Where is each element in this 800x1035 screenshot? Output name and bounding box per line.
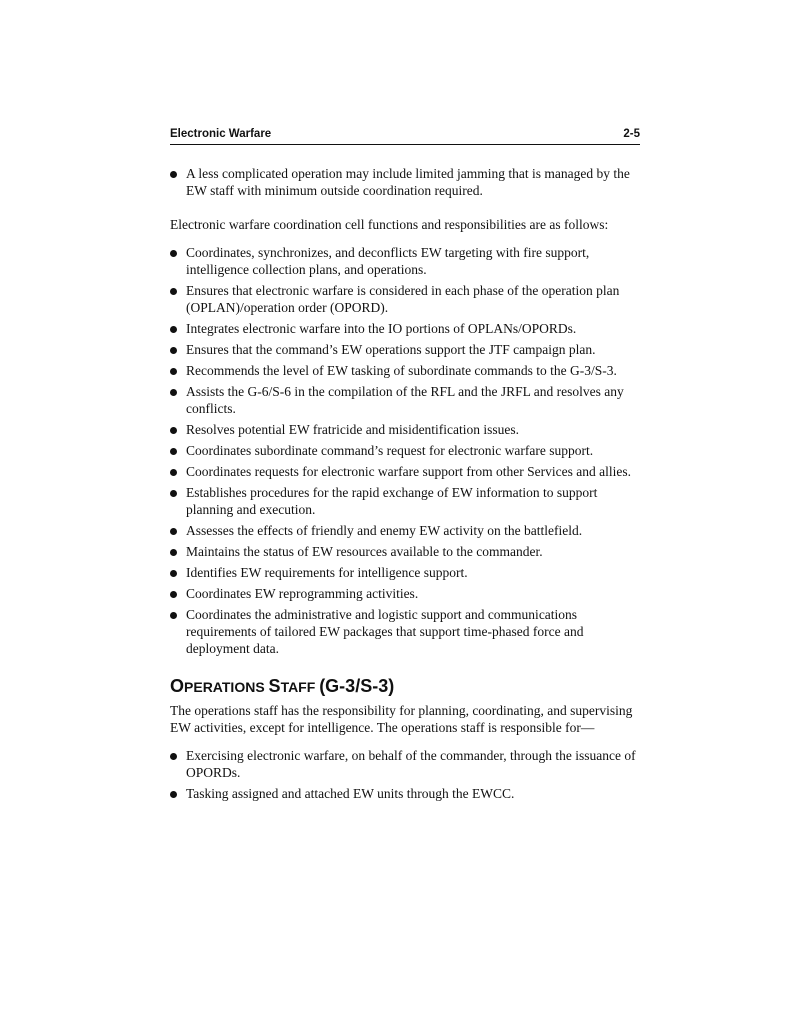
section-paragraph: The operations staff has the responsibility for planning, coordinating, and supervising EW activities, except for intelligence. The operations staff is responsible for—: [170, 703, 633, 735]
bullet-icon: [170, 753, 177, 760]
bullet-icon: [170, 549, 177, 556]
page-number: 2-5: [623, 128, 640, 140]
list-item-text: Ensures that the command’s EW operations support the JTF campaign plan.: [186, 342, 596, 357]
intro-paragraph: Electronic warfare coordination cell functions and responsibilities are as follows:: [170, 217, 609, 232]
list-item-text: Establishes procedures for the rapid exchange of EW information to support planning and execution.: [186, 485, 598, 517]
list-item-text: Coordinates EW reprogramming activities.: [186, 586, 419, 601]
list-item: [170, 543, 640, 560]
bullet-icon: [170, 490, 177, 497]
list-item-text: Resolves potential EW fratricide and misidentification issues.: [186, 422, 520, 437]
list-item: [170, 522, 640, 539]
bullet-icon: [170, 528, 177, 535]
list-item-text: Ensures that electronic warfare is considered in each phase of the operation plan (OPLAN)/operation order (OPORD).: [186, 283, 620, 315]
bullet-icon: [170, 389, 177, 396]
list-item-text: Assesses the effects of friendly and enemy EW activity on the battlefield.: [186, 523, 583, 538]
bullet-icon: [170, 570, 177, 577]
bullet-icon: [170, 469, 177, 476]
bullet-icon: [170, 171, 177, 178]
document-page: [170, 127, 640, 806]
bullet-icon: [170, 791, 177, 798]
list-item: [170, 320, 640, 337]
running-header: [170, 127, 640, 145]
bullet-icon: [170, 347, 177, 354]
list-item: [170, 362, 640, 379]
list-item: [170, 585, 640, 602]
section-heading: OPERATIONS STAFF (G-3/S-3): [170, 676, 395, 696]
list-item: [170, 484, 640, 518]
operations-bullet-list: [170, 747, 640, 802]
list-item: [170, 341, 640, 358]
top-bullet-list: [170, 165, 640, 199]
list-item: [170, 463, 640, 480]
bullet-icon: [170, 368, 177, 375]
list-item-text: Coordinates the administrative and logistic support and communications requirements of tailored EW packages that support time-phased force and deployment data.: [186, 607, 584, 656]
bullet-icon: [170, 250, 177, 257]
list-item-text: A less complicated operation may include limited jamming that is managed by the EW staff with minimum outside coordination required.: [186, 166, 630, 198]
list-item: [170, 785, 640, 802]
bullet-icon: [170, 288, 177, 295]
list-item-text: Exercising electronic warfare, on behalf of the commander, through the issuance of OPORDs.: [186, 748, 636, 780]
bullet-icon: [170, 326, 177, 333]
list-item: [170, 165, 640, 199]
list-item-text: Coordinates, synchronizes, and deconflicts EW targeting with fire support, intelligence collection plans, and operations.: [186, 245, 590, 277]
list-item-text: Integrates electronic warfare into the IO portions of OPLANs/OPORDs.: [186, 321, 577, 336]
list-item-text: Assists the G-6/S-6 in the compilation of the RFL and the JRFL and resolves any conflicts.: [186, 384, 624, 416]
list-item-text: Maintains the status of EW resources available to the commander.: [186, 544, 543, 559]
list-item-text: Coordinates subordinate command’s request for electronic warfare support.: [186, 443, 594, 458]
bullet-icon: [170, 612, 177, 619]
list-item: [170, 421, 640, 438]
list-item-text: Identifies EW requirements for intelligence support.: [186, 565, 468, 580]
list-item-text: Coordinates requests for electronic warfare support from other Services and allies.: [186, 464, 631, 479]
ewcc-bullet-list: [170, 244, 640, 657]
list-item-text: Recommends the level of EW tasking of subordinate commands to the G-3/S-3.: [186, 363, 617, 378]
list-item: [170, 606, 640, 657]
list-item: [170, 747, 640, 781]
list-item: [170, 383, 640, 417]
header-title: Electronic Warfare: [170, 128, 272, 140]
bullet-icon: [170, 591, 177, 598]
list-item: [170, 244, 640, 278]
list-item: [170, 564, 640, 581]
bullet-icon: [170, 427, 177, 434]
list-item: [170, 282, 640, 316]
list-item-text: Tasking assigned and attached EW units through the EWCC.: [186, 786, 515, 801]
bullet-icon: [170, 448, 177, 455]
list-item: [170, 442, 640, 459]
